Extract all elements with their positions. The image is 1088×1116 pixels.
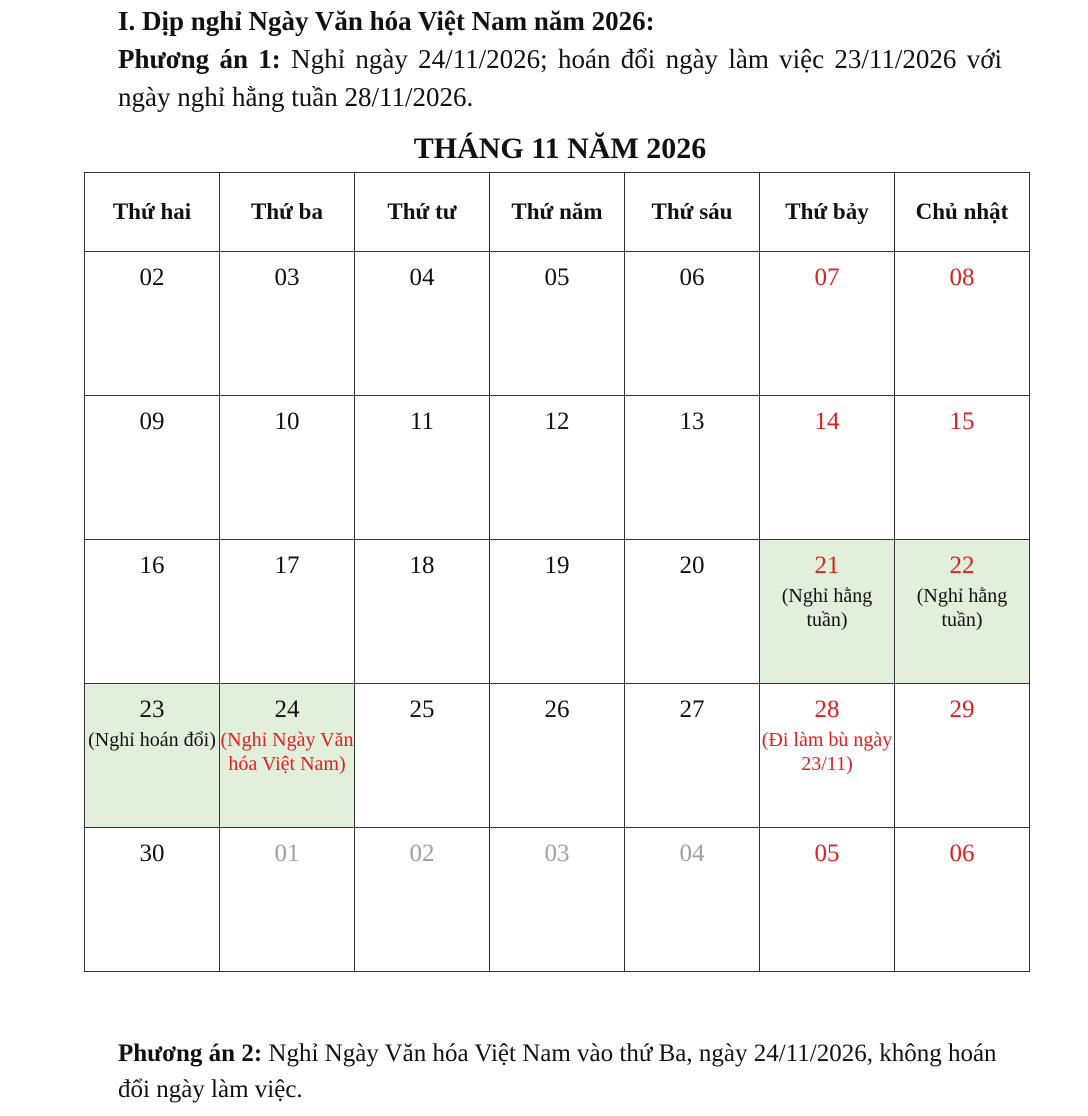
- calendar-day-cell: [355, 828, 490, 972]
- day-number: 06: [679, 264, 705, 291]
- day-note: (Nghỉ hoán đổi): [88, 729, 216, 751]
- day-number: 03: [544, 840, 570, 867]
- calendar-day-cell: [85, 252, 220, 396]
- day-number: 01: [274, 840, 300, 867]
- calendar-day-cell: [220, 684, 355, 828]
- day-number: 22: [949, 552, 975, 579]
- day-number: 06: [949, 840, 975, 867]
- day-number: 09: [139, 408, 165, 435]
- calendar-day-cell: [355, 540, 490, 684]
- day-number: 26: [544, 696, 570, 723]
- weekday-header: Thứ năm: [490, 173, 625, 252]
- calendar-day-cell: [355, 252, 490, 396]
- calendar-day-cell: [625, 396, 760, 540]
- calendar-day-cell: [895, 396, 1030, 540]
- option-2-paragraph: [118, 1036, 1008, 1108]
- day-number: 21: [814, 552, 840, 579]
- day-note: (Nghỉ Ngày Văn hóa Việt Nam): [220, 729, 354, 775]
- day-number: 25: [409, 696, 435, 723]
- calendar-day-cell: [760, 252, 895, 396]
- calendar-day-cell: [625, 684, 760, 828]
- calendar-day-cell: [490, 540, 625, 684]
- calendar-day-cell: [760, 684, 895, 828]
- day-number: 19: [544, 552, 570, 579]
- day-number: 17: [274, 552, 300, 579]
- day-number: 27: [679, 696, 705, 723]
- calendar-day-cell: [625, 252, 760, 396]
- day-note: (Đi làm bù ngày 23/11): [761, 729, 893, 775]
- day-number: 28: [814, 696, 840, 723]
- calendar-day-cell: [355, 396, 490, 540]
- calendar-day-cell: [490, 828, 625, 972]
- day-number: 05: [544, 264, 570, 291]
- calendar-day-cell: [220, 396, 355, 540]
- day-number: 10: [274, 408, 300, 435]
- calendar-day-cell: [490, 252, 625, 396]
- day-number: 02: [409, 840, 435, 867]
- weekday-header: Thứ tư: [355, 173, 490, 252]
- calendar-week-row: [85, 396, 1030, 540]
- day-number: 12: [544, 408, 570, 435]
- calendar-day-cell: [625, 828, 760, 972]
- calendar-day-cell: [760, 540, 895, 684]
- day-number: 03: [274, 264, 300, 291]
- section-heading: I. Dịp nghỉ Ngày Văn hóa Việt Nam năm 2026:: [118, 6, 655, 36]
- day-number: 23: [139, 696, 165, 723]
- option-1-text: Nghỉ ngày 24/11/2026; hoán đổi ngày làm việc 23/11/2026 với ngày nghỉ hằng tuần 28/11/2026.: [118, 44, 1002, 112]
- day-number: 29: [949, 696, 975, 723]
- calendar-day-cell: [760, 396, 895, 540]
- calendar-day-cell: [490, 684, 625, 828]
- calendar-table: [84, 172, 1030, 972]
- day-note: (Nghỉ hằng tuần): [916, 585, 1008, 631]
- calendar-day-cell: [895, 540, 1030, 684]
- day-number: 20: [679, 552, 705, 579]
- option-1-label: Phương án 1:: [118, 44, 281, 74]
- calendar-day-cell: [895, 684, 1030, 828]
- weekday-header-row: [85, 173, 1030, 252]
- day-number: 04: [409, 264, 435, 291]
- calendar-title: THÁNG 11 NĂM 2026: [413, 132, 707, 165]
- day-number: 18: [409, 552, 435, 579]
- day-number: 04: [679, 840, 705, 867]
- calendar-day-cell: [85, 828, 220, 972]
- day-number: 11: [409, 408, 435, 435]
- day-number: 02: [139, 264, 165, 291]
- weekday-header: Thứ ba: [220, 173, 355, 252]
- calendar-day-cell: [895, 252, 1030, 396]
- day-number: 05: [814, 840, 840, 867]
- weekday-header: Thứ bảy: [760, 173, 895, 252]
- day-number: 13: [679, 408, 705, 435]
- calendar-day-cell: [490, 396, 625, 540]
- day-number: 16: [139, 552, 165, 579]
- option-2-label: Phương án 2:: [118, 1040, 263, 1067]
- calendar-day-cell: [85, 684, 220, 828]
- day-note: (Nghỉ hằng tuần): [781, 585, 873, 631]
- option-2-text: Nghỉ Ngày Văn hóa Việt Nam vào thứ Ba, ngày 24/11/2026, không hoán đổi ngày làm việc.: [118, 1040, 997, 1103]
- calendar-day-cell: [760, 828, 895, 972]
- calendar-day-cell: [220, 252, 355, 396]
- calendar-day-cell: [355, 684, 490, 828]
- day-number: 24: [274, 696, 300, 723]
- weekday-header: Chủ nhật: [895, 173, 1030, 252]
- day-number: 15: [949, 408, 975, 435]
- option-1-paragraph: [118, 40, 1002, 116]
- day-number: 14: [814, 408, 840, 435]
- calendar-day-cell: [85, 396, 220, 540]
- day-number: 30: [139, 840, 165, 867]
- calendar-week-row: [85, 252, 1030, 396]
- calendar-day-cell: [625, 540, 760, 684]
- weekday-header: Thứ hai: [85, 173, 220, 252]
- calendar-day-cell: [220, 540, 355, 684]
- calendar-body: [85, 252, 1030, 972]
- day-number: 08: [949, 264, 975, 291]
- day-number: 07: [814, 264, 840, 291]
- calendar-week-row: [85, 540, 1030, 684]
- calendar-day-cell: [895, 828, 1030, 972]
- calendar-day-cell: [85, 540, 220, 684]
- calendar-day-cell: [220, 828, 355, 972]
- calendar-week-row: [85, 828, 1030, 972]
- calendar-week-row: [85, 684, 1030, 828]
- weekday-header: Thứ sáu: [625, 173, 760, 252]
